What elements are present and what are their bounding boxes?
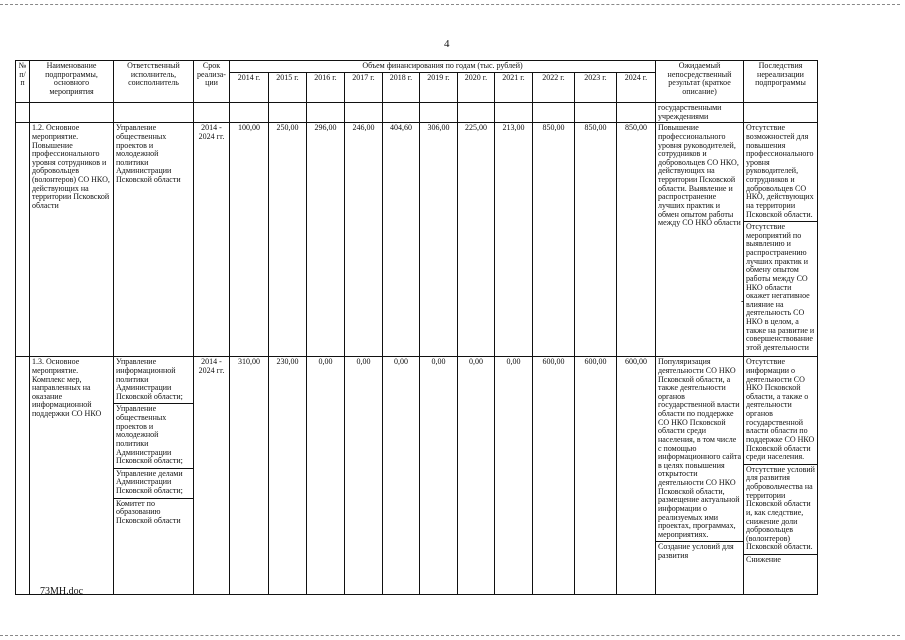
consequence-text: Отсутствие информации о деятельности СО НКО Псковской области, а также о деятельности органов государственной власти области по поддержке СО НКО Псковской области среди населения. (746, 357, 815, 462)
row-executor: Управление общественных проектов и молодежной политики Администрации Псковской области (114, 123, 194, 357)
header-year: 2019 г. (420, 73, 458, 103)
executor-text: Управление делами Администрации Псковской области; (114, 468, 193, 496)
row-value: 600,00 (533, 357, 575, 595)
row-value: 850,00 (575, 123, 617, 357)
row-consequences (744, 123, 818, 357)
row-value: 850,00 (617, 123, 656, 357)
row-term: 2014 - 2024 гг. (194, 357, 230, 595)
result-text: Популяризация деятельности СО НКО Псковской области, а также деятельности органов государственной власти области по поддержке СО НКО Псковской области среди населения, в том числе с помощью информационного сайта в целях повышения открытости деятельности СО НКО Псковской области, размещение актуальной информации о реализуемых ими проектах, программах, мероприятиях. (658, 357, 742, 539)
scan-edge-top (0, 4, 900, 6)
row-result: Повышение профессионального уровня руководителей, сотрудников и добровольцев СО НКО, действующих на территории Псковской области. Выявление и распространение лучших практик и обмен опытом работы между СО НКО области (656, 123, 744, 357)
header-year: 2021 г. (495, 73, 533, 103)
row-value: 0,00 (458, 357, 495, 595)
row-result (656, 357, 744, 595)
executor-text: Управление общественных проектов и молодежной политики Администрации Псковской области; (114, 403, 193, 465)
header-executor: Ответственный исполнитель, соисполнитель (114, 61, 194, 103)
header-funding: Объем финансирования по годам (тыс. рублей) (230, 61, 656, 73)
header-year: 2020 г. (458, 73, 495, 103)
row-value: 600,00 (575, 357, 617, 595)
footer-filename: 73МН.doc (40, 586, 84, 597)
header-year: 2014 г. (230, 73, 269, 103)
header-term: Срок реализа-ции (194, 61, 230, 103)
row-value: 306,00 (420, 123, 458, 357)
row-value: 0,00 (383, 357, 420, 595)
executor-text: Комитет по образованию Псковской области (114, 498, 193, 526)
row-value: 310,00 (230, 357, 269, 595)
row-name: 1.3. Основное мероприятие. Комплекс мер, направленных на оказание информационной поддержки СО НКО (30, 357, 114, 595)
row-name: 1.2. Основное мероприятие. Повышение профессионального уровня сотрудников и добровольцев (волонтеров) СО НКО, действующих на территории Псковской области (30, 123, 114, 357)
dash-mark: - (741, 296, 745, 307)
carryover-row (16, 103, 818, 123)
row-value: 100,00 (230, 123, 269, 357)
header-year: 2023 г. (575, 73, 617, 103)
header-year: 2024 г. (617, 73, 656, 103)
row-value: 250,00 (269, 123, 307, 357)
row-value: 0,00 (495, 357, 533, 595)
row-value: 0,00 (307, 357, 345, 595)
carryover-text: государственными учреждениями (656, 103, 744, 123)
header-name: Наименование подпрограммы, основного мероприятия (30, 61, 114, 103)
header-year: 2018 г. (383, 73, 420, 103)
row-consequences (744, 357, 818, 595)
header-year: 2016 г. (307, 73, 345, 103)
header-result: Ожидаемый непосредственный результат (краткое описание) (656, 61, 744, 103)
header-year: 2017 г. (345, 73, 383, 103)
row-value: 850,00 (533, 123, 575, 357)
consequence-text: Отсутствие мероприятий по выявлению и распространению лучших практик и обмену опытом работы между СО НКО области окажет негативное влияние на деятельность СО НКО в целом, а также на развитие и совершенствование этой деятельности (744, 221, 817, 352)
row-value: 404,60 (383, 123, 420, 357)
row-term: 2014 - 2024 гг. (194, 123, 230, 357)
row-value: 296,00 (307, 123, 345, 357)
table-row (16, 357, 818, 595)
scan-edge-bottom (0, 635, 900, 637)
table-row (16, 123, 818, 357)
result-text: Создание условий для развития (656, 541, 743, 560)
header-num: № п/п (16, 61, 30, 103)
consequence-text: Отсутствие возможностей для повышения профессионального уровня руководителей, сотрудников и добровольцев СО НКО, действующих на территории Псковской области. (746, 123, 814, 219)
consequence-text: Отсутствие условий для развития добровольчества на территории Псковской области и, как следствие, снижение доли добровольцев (волонтеров) Псковской области. (744, 464, 817, 552)
header-year: 2022 г. (533, 73, 575, 103)
row-executor (114, 357, 194, 595)
header-consequences: Последствия нереализации подпрограммы (744, 61, 818, 103)
program-table (15, 60, 818, 595)
row-value: 0,00 (345, 357, 383, 595)
row-value: 0,00 (420, 357, 458, 595)
row-value: 225,00 (458, 123, 495, 357)
header-year: 2015 г. (269, 73, 307, 103)
consequence-text: Снижение (744, 554, 817, 565)
page-number: 4 (444, 38, 450, 50)
row-value: 600,00 (617, 357, 656, 595)
row-value: 230,00 (269, 357, 307, 595)
row-value: 213,00 (495, 123, 533, 357)
row-value: 246,00 (345, 123, 383, 357)
executor-text: Управление информационной политики Администрации Псковской области; (116, 357, 183, 401)
